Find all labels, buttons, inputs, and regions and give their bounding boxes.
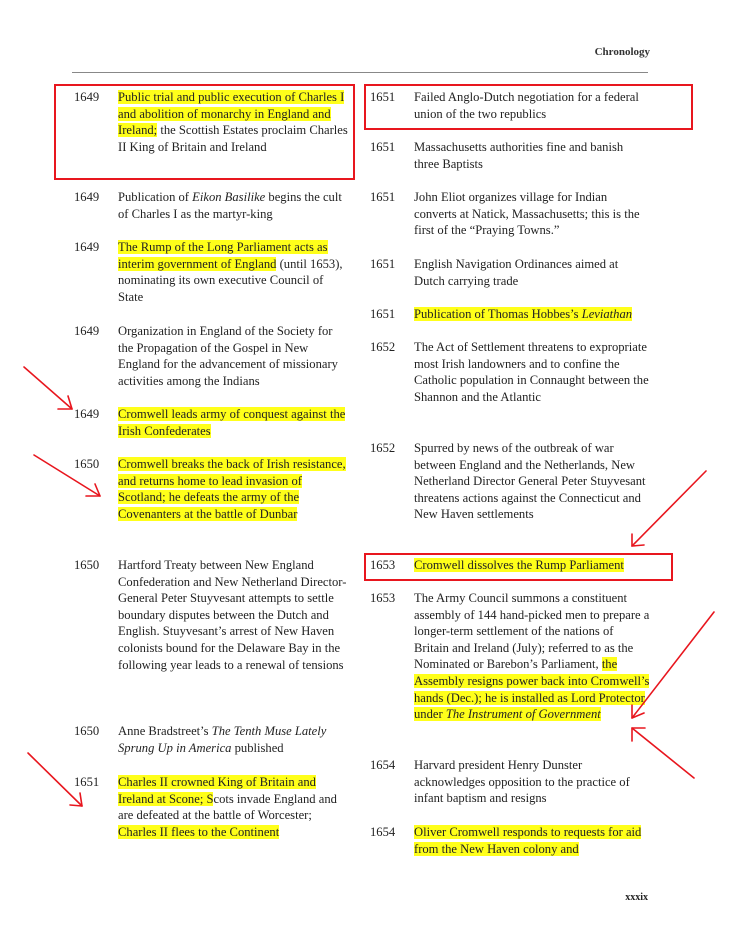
annotation-arrow	[632, 728, 694, 778]
entry-year: 1649	[74, 190, 100, 204]
entry-text: The Army Council summons a constituent assembly of 144 hand-picked men to prepare a longer-term settlement of the nations of Britain and Ireland (July); referred to as the Nominated or Barebon’s Parliament, the Assembly resigns power back into Cromwell’s hands (Dec.); he is installed as Lord Protector under The Instrument of Government	[414, 591, 650, 722]
entry-text: Cromwell leads army of conquest against the Irish Confederates	[118, 407, 346, 438]
entry-year: 1651	[74, 775, 100, 789]
entry-text: Organization in England of the Society for the Propagation of the Gospel in New England for the advancement of missionary activities among the Indians	[118, 324, 338, 388]
entry-text: Cromwell dissolves the Rump Parliament	[414, 558, 624, 572]
entry-year: 1651	[370, 307, 396, 321]
entry-text: Publication of Thomas Hobbes’s Leviathan	[414, 307, 633, 321]
annotation-arrow	[28, 753, 82, 806]
entry-year: 1650	[74, 724, 100, 738]
entry-text: English Navigation Ordinances aimed at Dutch carrying trade	[414, 257, 619, 288]
entry-text: Harvard president Henry Dunster acknowledges opposition to the practice of infant baptism and resigns	[414, 758, 630, 806]
entry-text: Failed Anglo-Dutch negotiation for a federal union of the two republics	[414, 90, 639, 121]
entry-year: 1654	[370, 825, 396, 839]
entry-text: Charles II crowned King of Britain and Ireland at Scone; Scots invade England and are defeated at the battle of Worcester; Charles II flees to the Continent	[118, 775, 337, 839]
entry-year: 1649	[74, 90, 100, 104]
entry-year: 1651	[370, 190, 396, 204]
entry-year: 1651	[370, 90, 396, 104]
entry-text: Massachusetts authorities fine and banish three Baptists	[414, 140, 624, 171]
entry-text: John Eliot organizes village for Indian converts at Natick, Massachusetts; this is the first of the “Praying Towns.”	[414, 190, 640, 238]
entry-year: 1654	[370, 758, 396, 772]
entry-year: 1650	[74, 558, 100, 572]
entry-year: 1649	[74, 324, 100, 338]
entry-year: 1651	[370, 257, 396, 271]
entry-text: The Act of Settlement threatens to expropriate most Irish landowners and to confine the Catholic population in Connaught between the Shannon and the Atlantic	[414, 340, 649, 404]
entry-year: 1649	[74, 407, 100, 421]
entry-year: 1649	[74, 240, 100, 254]
entry-text: Spurred by news of the outbreak of war between England and the Netherlands, New Netherland Director General Peter Stuyvesant threatens actions against the Connecticut and New Haven settlements	[414, 441, 646, 522]
entry-year: 1650	[74, 457, 100, 471]
entry-text: Oliver Cromwell responds to requests for aid from the New Haven colony and	[414, 825, 642, 856]
annotation-arrow	[34, 455, 100, 496]
entry-text: Publication of Eikon Basilike begins the cult of Charles I as the martyr-king	[118, 190, 342, 221]
entry-year: 1653	[370, 591, 396, 605]
entry-text: Hartford Treaty between New England Confederation and New Netherland Director-General Peter Stuyvesant attempts to settle boundary disputes between the Dutch and English. Stuyvesant’s arrest of New Haven colonists bound for the Delaware Bay in the following year leads to a renewal of tensions	[118, 558, 347, 672]
annotation-arrow	[24, 367, 72, 409]
entry-year: 1652	[370, 441, 396, 455]
page-number: xxxix	[625, 892, 648, 903]
entry-year: 1651	[370, 140, 396, 154]
entry-text: Public trial and public execution of Charles I and abolition of monarchy in England and Ireland; the Scottish Estates proclaim Charles II King of Britain and Ireland	[118, 90, 348, 154]
annotation-arrow	[632, 471, 706, 546]
entry-year: 1653	[370, 558, 396, 572]
entry-text: Anne Bradstreet’s The Tenth Muse Lately Sprung Up in America published	[118, 724, 327, 755]
entry-text: The Rump of the Long Parliament acts as interim government of England (until 1653), nominating its own executive Council of State	[118, 240, 343, 304]
entry-text: Cromwell breaks the back of Irish resistance, and returns home to lead invasion of Scotland; he defeats the army of the Covenanters at the battle of Dunbar	[118, 457, 346, 521]
entry-year: 1652	[370, 340, 396, 354]
annotation-arrow	[632, 612, 714, 718]
running-header: Chronology	[594, 46, 650, 58]
